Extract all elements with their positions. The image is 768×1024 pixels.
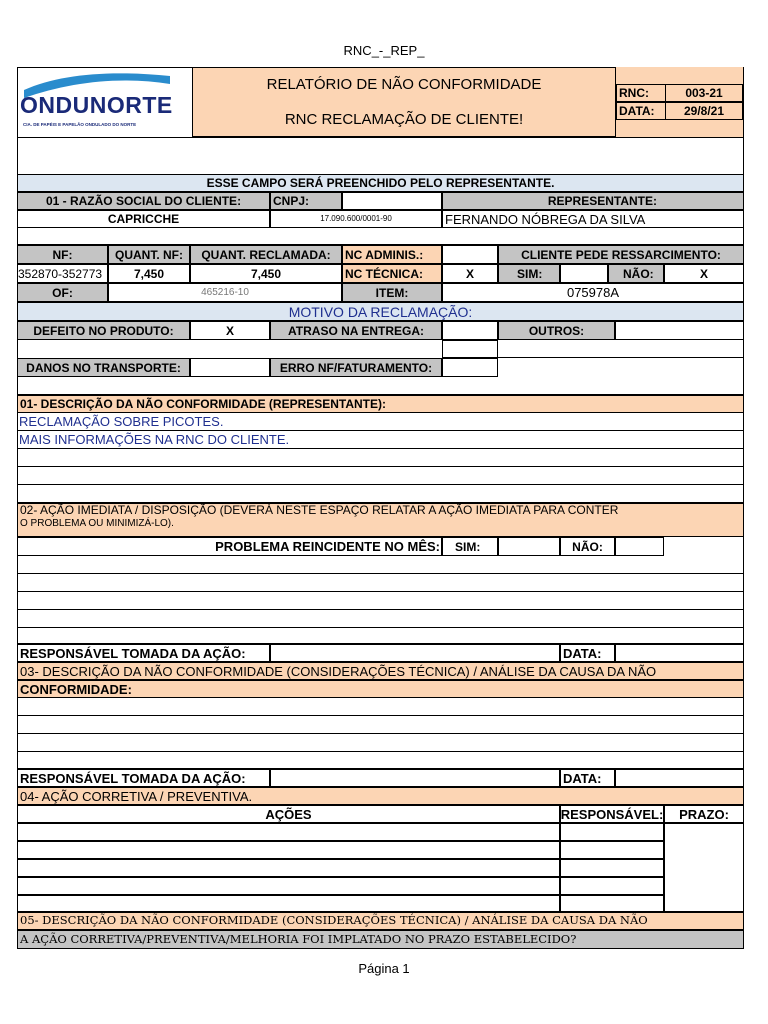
nao-value: X: [664, 264, 744, 283]
reincidente-label: PROBLEMA REINCIDENTE NO MÊS:: [17, 537, 442, 556]
title-block: [192, 67, 616, 137]
sec02-blank-4: [17, 610, 744, 628]
cnpj-label-blank: [342, 192, 442, 210]
sec02-blank-1: [17, 556, 744, 574]
resp-row-3: [560, 859, 664, 877]
acoes-row-5: [17, 895, 560, 912]
danos-label: DANOS NO TRANSPORTE:: [17, 358, 190, 377]
cnpj-label: CNPJ:: [270, 192, 342, 210]
date-value: 29/8/21: [665, 102, 743, 120]
erro-label: ERRO NF/FATURAMENTO:: [270, 358, 442, 377]
sec01-line1: RECLAMAÇÃO SOBRE PICOTES.: [17, 413, 744, 431]
sec03-blank-1: [17, 698, 744, 716]
acoes-row-4: [17, 877, 560, 895]
resp-label: RESPONSÁVEL:: [560, 806, 664, 822]
resp-row-5: [560, 895, 664, 912]
prazo-column: [664, 823, 744, 912]
cnpj-value: 17.090.600/0001-90: [270, 210, 442, 228]
atraso-value: [442, 321, 498, 340]
acoes-row-2: [17, 841, 560, 859]
logo-tagline: CIA. DE PAPÉIS E PAPELÃO ONDULADO DO NORTE: [23, 122, 137, 127]
sec05-title: 05- DESCRIÇÃO DA NÃO CONFORMIDADE (CONSIDERAÇÕES TÉCNICA) / ANÁLISE DA CAUSA DA NÃO: [17, 912, 744, 930]
qnf-value: 7,450: [108, 264, 190, 283]
rnc-label: RNC:: [616, 84, 666, 102]
razao-value: CAPRICCHE: [17, 210, 270, 228]
motivo-spacer-a: [442, 340, 498, 358]
sec02-blank-2: [17, 574, 744, 592]
sim-value: [560, 264, 608, 283]
prazo-label: PRAZO:: [664, 805, 744, 823]
acoes-row-1: [17, 823, 560, 841]
sec02-resp-value: [270, 644, 560, 662]
sec03-blank-2: [17, 716, 744, 734]
item-label: ITEM:: [342, 283, 442, 302]
reincidente-sim-value: [498, 537, 560, 556]
erro-value: [442, 358, 498, 377]
atraso-label: ATRASO NA ENTREGA:: [270, 321, 442, 340]
sec04-title: 04- AÇÃO CORRETIVA / PREVENTIVA.: [17, 787, 744, 805]
ressarc-label: CLIENTE PEDE RESSARCIMENTO:: [498, 245, 744, 264]
reincidente-nao-label: NÃO:: [560, 537, 615, 556]
rep-value: FERNANDO NÓBREGA DA SILVA: [442, 210, 744, 228]
title-line1: RELATÓRIO DE NÃO CONFORMIDADE: [266, 76, 542, 93]
resp-row-1: [560, 823, 664, 841]
sec02-data-value: [615, 644, 744, 662]
sec01-title: 01- DESCRIÇÃO DA NÃO CONFORMIDADE (REPRESENTANTE):: [17, 395, 744, 413]
sec02-blank-3: [17, 592, 744, 610]
title-line2: RNC RECLAMAÇÃO DE CLIENTE!: [284, 111, 524, 128]
nc-tec-value: X: [442, 264, 498, 283]
sec01-line2: MAIS INFORMAÇÕES NA RNC DO CLIENTE.: [17, 431, 744, 449]
sec03-blank-4: [17, 752, 744, 769]
sec03-data-value: [615, 769, 744, 787]
sec02-title-line1: 02- AÇÃO IMEDIATA / DISPOSIÇÃO (DEVERÁ NESTE ESPAÇO RELATAR A AÇÃO IMEDIATA PARA CONTER: [20, 503, 619, 517]
sec03-resp-value: [270, 769, 560, 787]
sec02-blank-5: [17, 628, 744, 644]
outros-label: OUTROS:: [498, 321, 615, 340]
razao-label: 01 - RAZÃO SOCIAL DO CLIENTE:: [17, 192, 270, 210]
sec03-data-label: DATA:: [560, 769, 615, 787]
nao-label: NÃO:: [608, 264, 664, 283]
qrec-label: QUANT. RECLAMADA:: [190, 245, 342, 264]
qrec-value: 7,450: [190, 264, 342, 283]
blank-row-2: [17, 377, 744, 395]
sec02-title-line2: O PROBLEMA OU MINIMIZÁ-LO).: [20, 518, 174, 529]
acoes-label: AÇÕES: [17, 805, 560, 823]
sec01-blank-3: [17, 485, 744, 503]
sec01-blank-2: [17, 467, 744, 485]
page-footer: Página 1: [358, 961, 410, 976]
page-header: RNC_-_REP_: [343, 43, 425, 58]
defeito-label: DEFEITO NO PRODUTO:: [17, 321, 190, 340]
item-value: 075978A: [442, 283, 744, 302]
sec03-blank-3: [17, 734, 744, 752]
rep-label: REPRESENTANTE:: [442, 192, 744, 210]
motivo-spacer-b: [498, 340, 744, 358]
sec03-title-2: CONFORMIDADE:: [17, 680, 744, 698]
sim-label: SIM:: [498, 264, 560, 283]
header-divider: [17, 137, 744, 138]
date-label: DATA:: [616, 102, 666, 120]
sec01-blank-1: [17, 449, 744, 467]
sec03-resp-label: RESPONSÁVEL TOMADA DA AÇÃO:: [17, 769, 270, 787]
sec03-title-1: 03- DESCRIÇÃO DA NÃO CONFORMIDADE (CONSIDERAÇÕES TÉCNICA) / ANÁLISE DA CAUSA DA NÃO: [17, 662, 744, 680]
rep-banner: ESSE CAMPO SERÁ PREENCHIDO PELO REPRESENTANTE.: [17, 174, 744, 192]
sec02-title: [17, 503, 744, 537]
rnc-value: 003-21: [665, 84, 743, 102]
outros-value: [615, 321, 744, 340]
nc-tec-label: NC TÉCNICA:: [342, 264, 442, 283]
of-label: OF:: [17, 283, 108, 302]
logo-name: ONDUNORTE: [20, 92, 173, 118]
qnf-label: QUANT. NF:: [108, 245, 190, 264]
nf-value: 352870-352773: [17, 264, 108, 283]
motivo-title: MOTIVO DA RECLAMAÇÃO:: [17, 302, 744, 321]
nf-label: NF:: [17, 245, 108, 264]
resp-row-2: [560, 841, 664, 859]
danos-value: [190, 358, 270, 377]
blank-row-1: [17, 228, 744, 245]
nc-adm-label: NC ADMINIS.:: [342, 245, 442, 264]
sec02-resp-label: RESPONSÁVEL TOMADA DA AÇÃO:: [17, 644, 270, 662]
resp-row-4: [560, 877, 664, 895]
acoes-row-3: [17, 859, 560, 877]
defeito-value: X: [190, 321, 270, 340]
company-logo: [20, 70, 180, 132]
sec02-data-label: DATA:: [560, 644, 615, 662]
reincidente-sim-label: SIM:: [442, 537, 498, 556]
sec05-question: A AÇÃO CORRETIVA/PREVENTIVA/MELHORIA FOI IMPLATADO NO PRAZO ESTABELECIDO?: [17, 930, 744, 949]
reincidente-nao-value: [615, 537, 664, 556]
of-value: 465216-10: [108, 283, 342, 302]
nc-adm-value: [442, 245, 498, 264]
